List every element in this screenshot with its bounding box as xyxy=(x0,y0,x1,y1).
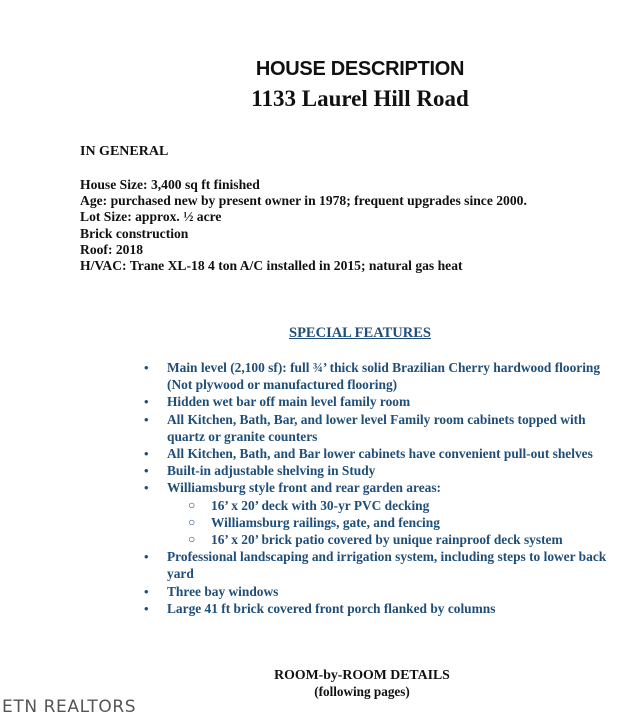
circle-bullet-icon: ○ xyxy=(188,497,196,512)
feature-item xyxy=(140,479,640,496)
special-features-list xyxy=(140,359,640,617)
property-address: 1133 Laurel Hill Road xyxy=(251,86,469,111)
circle-bullet-icon: ○ xyxy=(188,532,196,547)
construction-line: Brick construction xyxy=(80,225,189,241)
sub-feature-text: Williamsburg railings, gate, and fencing xyxy=(211,514,440,530)
feature-text: All Kitchen, Bath, Bar, and lower level Family room cabinets topped with xyxy=(167,411,586,427)
sub-feature-item xyxy=(140,531,640,548)
feature-item xyxy=(140,583,640,600)
bullet-icon: • xyxy=(144,360,149,375)
feature-item xyxy=(140,411,640,445)
sub-feature-item xyxy=(140,514,640,531)
feature-text: All Kitchen, Bath, and Bar lower cabinets have convenient pull-out shelves xyxy=(167,446,593,462)
feature-text: Three bay windows xyxy=(167,583,279,599)
feature-text: Built-in adjustable shelving in Study xyxy=(167,463,376,479)
hvac-line: H/VAC: Trane XL-18 4 ton A/C installed in 2015; natural gas heat xyxy=(80,258,463,274)
feature-item xyxy=(140,548,640,582)
bullet-icon: • xyxy=(144,411,149,427)
bullet-icon: • xyxy=(144,583,149,599)
feature-text: Professional landscaping and irrigation system, including steps to lower back xyxy=(167,549,607,565)
sub-feature-item xyxy=(140,497,640,514)
general-details xyxy=(80,177,527,274)
feature-item xyxy=(140,393,640,410)
bullet-icon: • xyxy=(144,446,149,462)
lot-size-line: Lot Size: approx. ½ acre xyxy=(80,209,222,225)
bullet-icon: • xyxy=(144,480,149,496)
bullet-icon: • xyxy=(144,463,149,479)
sub-feature-text: 16’ x 20’ brick patio covered by unique rainproof deck system xyxy=(211,532,563,548)
feature-text: quartz or granite counters xyxy=(167,428,318,444)
circle-bullet-icon: ○ xyxy=(188,514,196,529)
general-heading: IN GENERAL xyxy=(80,144,169,159)
feature-text: Main level (2,100 sf): full ¾’ thick solid Brazilian Cherry hardwood flooring xyxy=(167,360,601,375)
feature-text: yard xyxy=(167,566,194,582)
house-size-line: House Size: 3,400 sq ft finished xyxy=(80,177,260,192)
watermark: ETN REALTORS xyxy=(2,697,137,717)
bullet-icon: • xyxy=(144,549,149,565)
feature-text: Williamsburg style front and rear garden areas: xyxy=(167,480,442,496)
age-line: Age: purchased new by present owner in 1978; frequent upgrades since 2000. xyxy=(80,193,527,209)
room-details-heading: ROOM-by-ROOM DETAILS xyxy=(274,667,450,682)
feature-text: (Not plywood or manufactured flooring) xyxy=(167,377,398,393)
feature-text: Large 41 ft brick covered front porch flanked by columns xyxy=(167,600,496,616)
feature-item xyxy=(140,600,640,617)
feature-item xyxy=(140,445,640,462)
bullet-icon: • xyxy=(144,394,149,410)
roof-line: Roof: 2018 xyxy=(80,241,144,257)
feature-text: Hidden wet bar off main level family room xyxy=(167,394,411,410)
feature-item xyxy=(140,359,640,393)
sub-feature-text: 16’ x 20’ deck with 30-yr PVC decking xyxy=(211,497,430,513)
special-features-heading: SPECIAL FEATURES xyxy=(289,325,431,341)
document-title: HOUSE DESCRIPTION xyxy=(255,58,465,80)
bullet-icon: • xyxy=(144,600,149,616)
feature-item xyxy=(140,462,640,479)
room-details-subheading: (following pages) xyxy=(314,684,410,699)
